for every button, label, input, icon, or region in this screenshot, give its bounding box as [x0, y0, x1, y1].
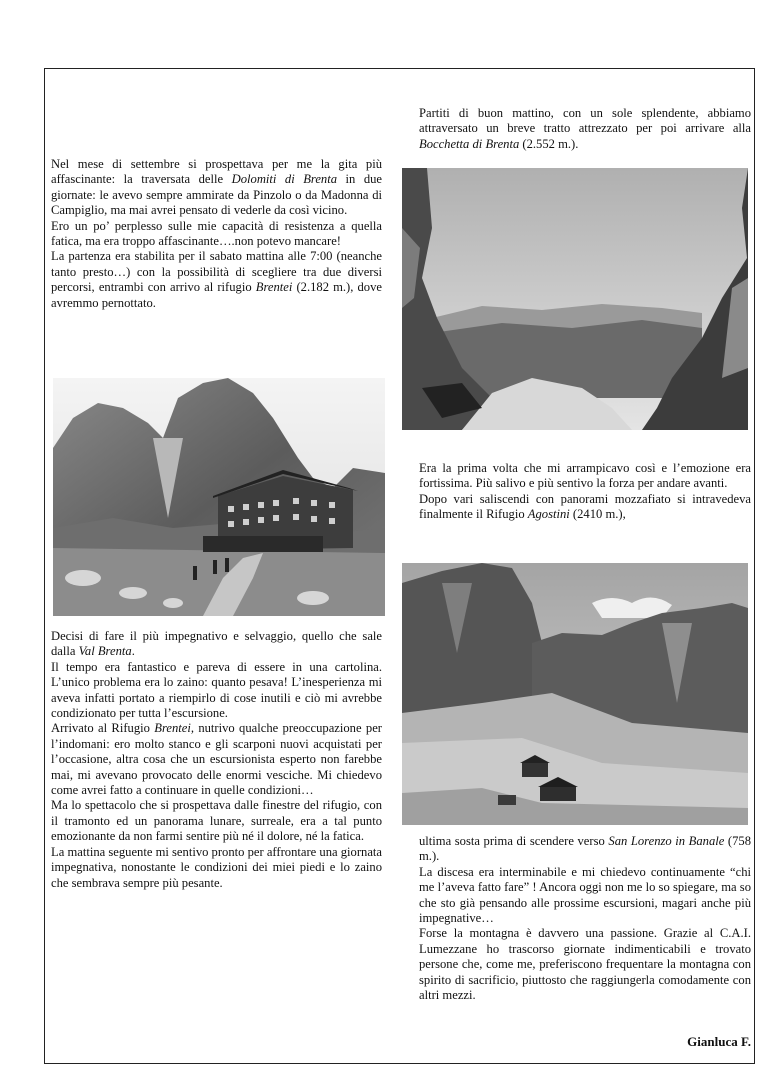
right-paragraph-5: La discesa era interminabile e mi chiedevo continuamente “chi me l’aveva fatto fare” ! Ancora oggi non me lo so spiegare, ma so che sto già pensando alle prossime escursioni, magari anche più impegnative… [419, 864, 751, 926]
story-paragraph-5: La mattina seguente mi sentivo pronto per affrontare una giornata impegnativa, nonostante le condizioni dei miei piedi e lo zaino che sembrava sempre più pesante. [51, 844, 382, 890]
photo-rifugio-brentei [53, 378, 385, 616]
right-column-ending [419, 834, 751, 1003]
story-paragraph-1: Decisi di fare il più impegnativo e selvaggio, quello che sale dalla Val Brenta. [51, 629, 382, 659]
right-paragraph-6: Forse la montagna è davvero una passione. Grazie al C.A.I. Lumezzane ho trascorso giornate indimenticabili e trovato persone che, come me, preferiscono frequentare la montagna con spirito di sacrificio, piuttosto che raggiungerla comodamente con altri mezzi. [419, 926, 751, 1003]
right-paragraph-4: ultima sosta prima di scendere verso San Lorenzo in Banale (758 m.). [419, 834, 751, 864]
left-column-story [51, 629, 382, 891]
intro-paragraph-3: La partenza era stabilita per il sabato mattina alle 7:00 (neanche tanto presto…) con la possibilità di scegliere tra due diversi percorsi, entrambi con arrivo al rifugio Brentei (2.182 m.), dove avremmo pernottato. [51, 249, 382, 310]
right-paragraph-1: Partiti di buon mattino, con un sole splendente, abbiamo attraversato un breve tratto attrezzato per poi arrivare alla Bocchetta di Brenta (2.552 m.). [419, 106, 751, 151]
photo-rifugio-agostini [402, 563, 748, 825]
photo-rifugio-brentei-image [53, 378, 385, 616]
story-paragraph-2: Il tempo era fantastico e pareva di essere in una cartolina. L’unico problema era lo zaino: quanto pesava! L’inesperienza mi aveva infatti portato a riempirlo di cose inutili e ciò mi avrebbe condizionato per tutta l’escursione. [51, 659, 382, 721]
left-column-intro [51, 157, 382, 311]
intro-paragraph-2: Ero un po’ perplesso sulle mie capacità di resistenza a quella fatica, ma era troppo affascinante….non potevo mancare! [51, 218, 382, 249]
intro-paragraph-1: Nel mese di settembre si prospettava per me la gita più affascinante: la traversata delle Dolomiti di Brenta in due giornate: le avevo sempre ammirate da Pinzolo o da Madonna di Campiglio, ma mai avrei pensato di vederle da così vicino. [51, 157, 382, 218]
right-column-intro [419, 106, 751, 152]
photo-agostini-image [402, 563, 748, 825]
story-paragraph-3: Arrivato al Rifugio Brentei, nutrivo qualche preoccupazione per l’indomani: ero molto stanco e gli scarponi nuovi acquistati per l’occasione, altra cosa che un escursionista esperto non farebbe mai, mi avevano provocato delle enormi vesciche. Mi chiedevo come avrei fatto a continuare in quelle condizioni… [51, 721, 382, 798]
story-paragraph-4: Ma lo spettacolo che si prospettava dalle finestre del rifugio, con il tramonto ed un panorama lunare, surreale, era a tal punto emozionante da non farmi sentire più né il dolore, né la fatica. [51, 798, 382, 844]
right-paragraph-2: Era la prima volta che mi arrampicavo così e l’emozione era fortissima. Più salivo e più sentivo la forza per andare avanti. [419, 461, 751, 491]
author-signature: Gianluca F. [687, 1034, 751, 1049]
photo-bocchetta-image [402, 168, 748, 430]
photo-bocchetta-di-brenta [402, 168, 748, 430]
right-column-middle [419, 461, 751, 523]
right-paragraph-3: Dopo vari saliscendi con panorami mozzafiato si intravedeva finalmente il Rifugio Agostini (2410 m.), [419, 491, 751, 522]
